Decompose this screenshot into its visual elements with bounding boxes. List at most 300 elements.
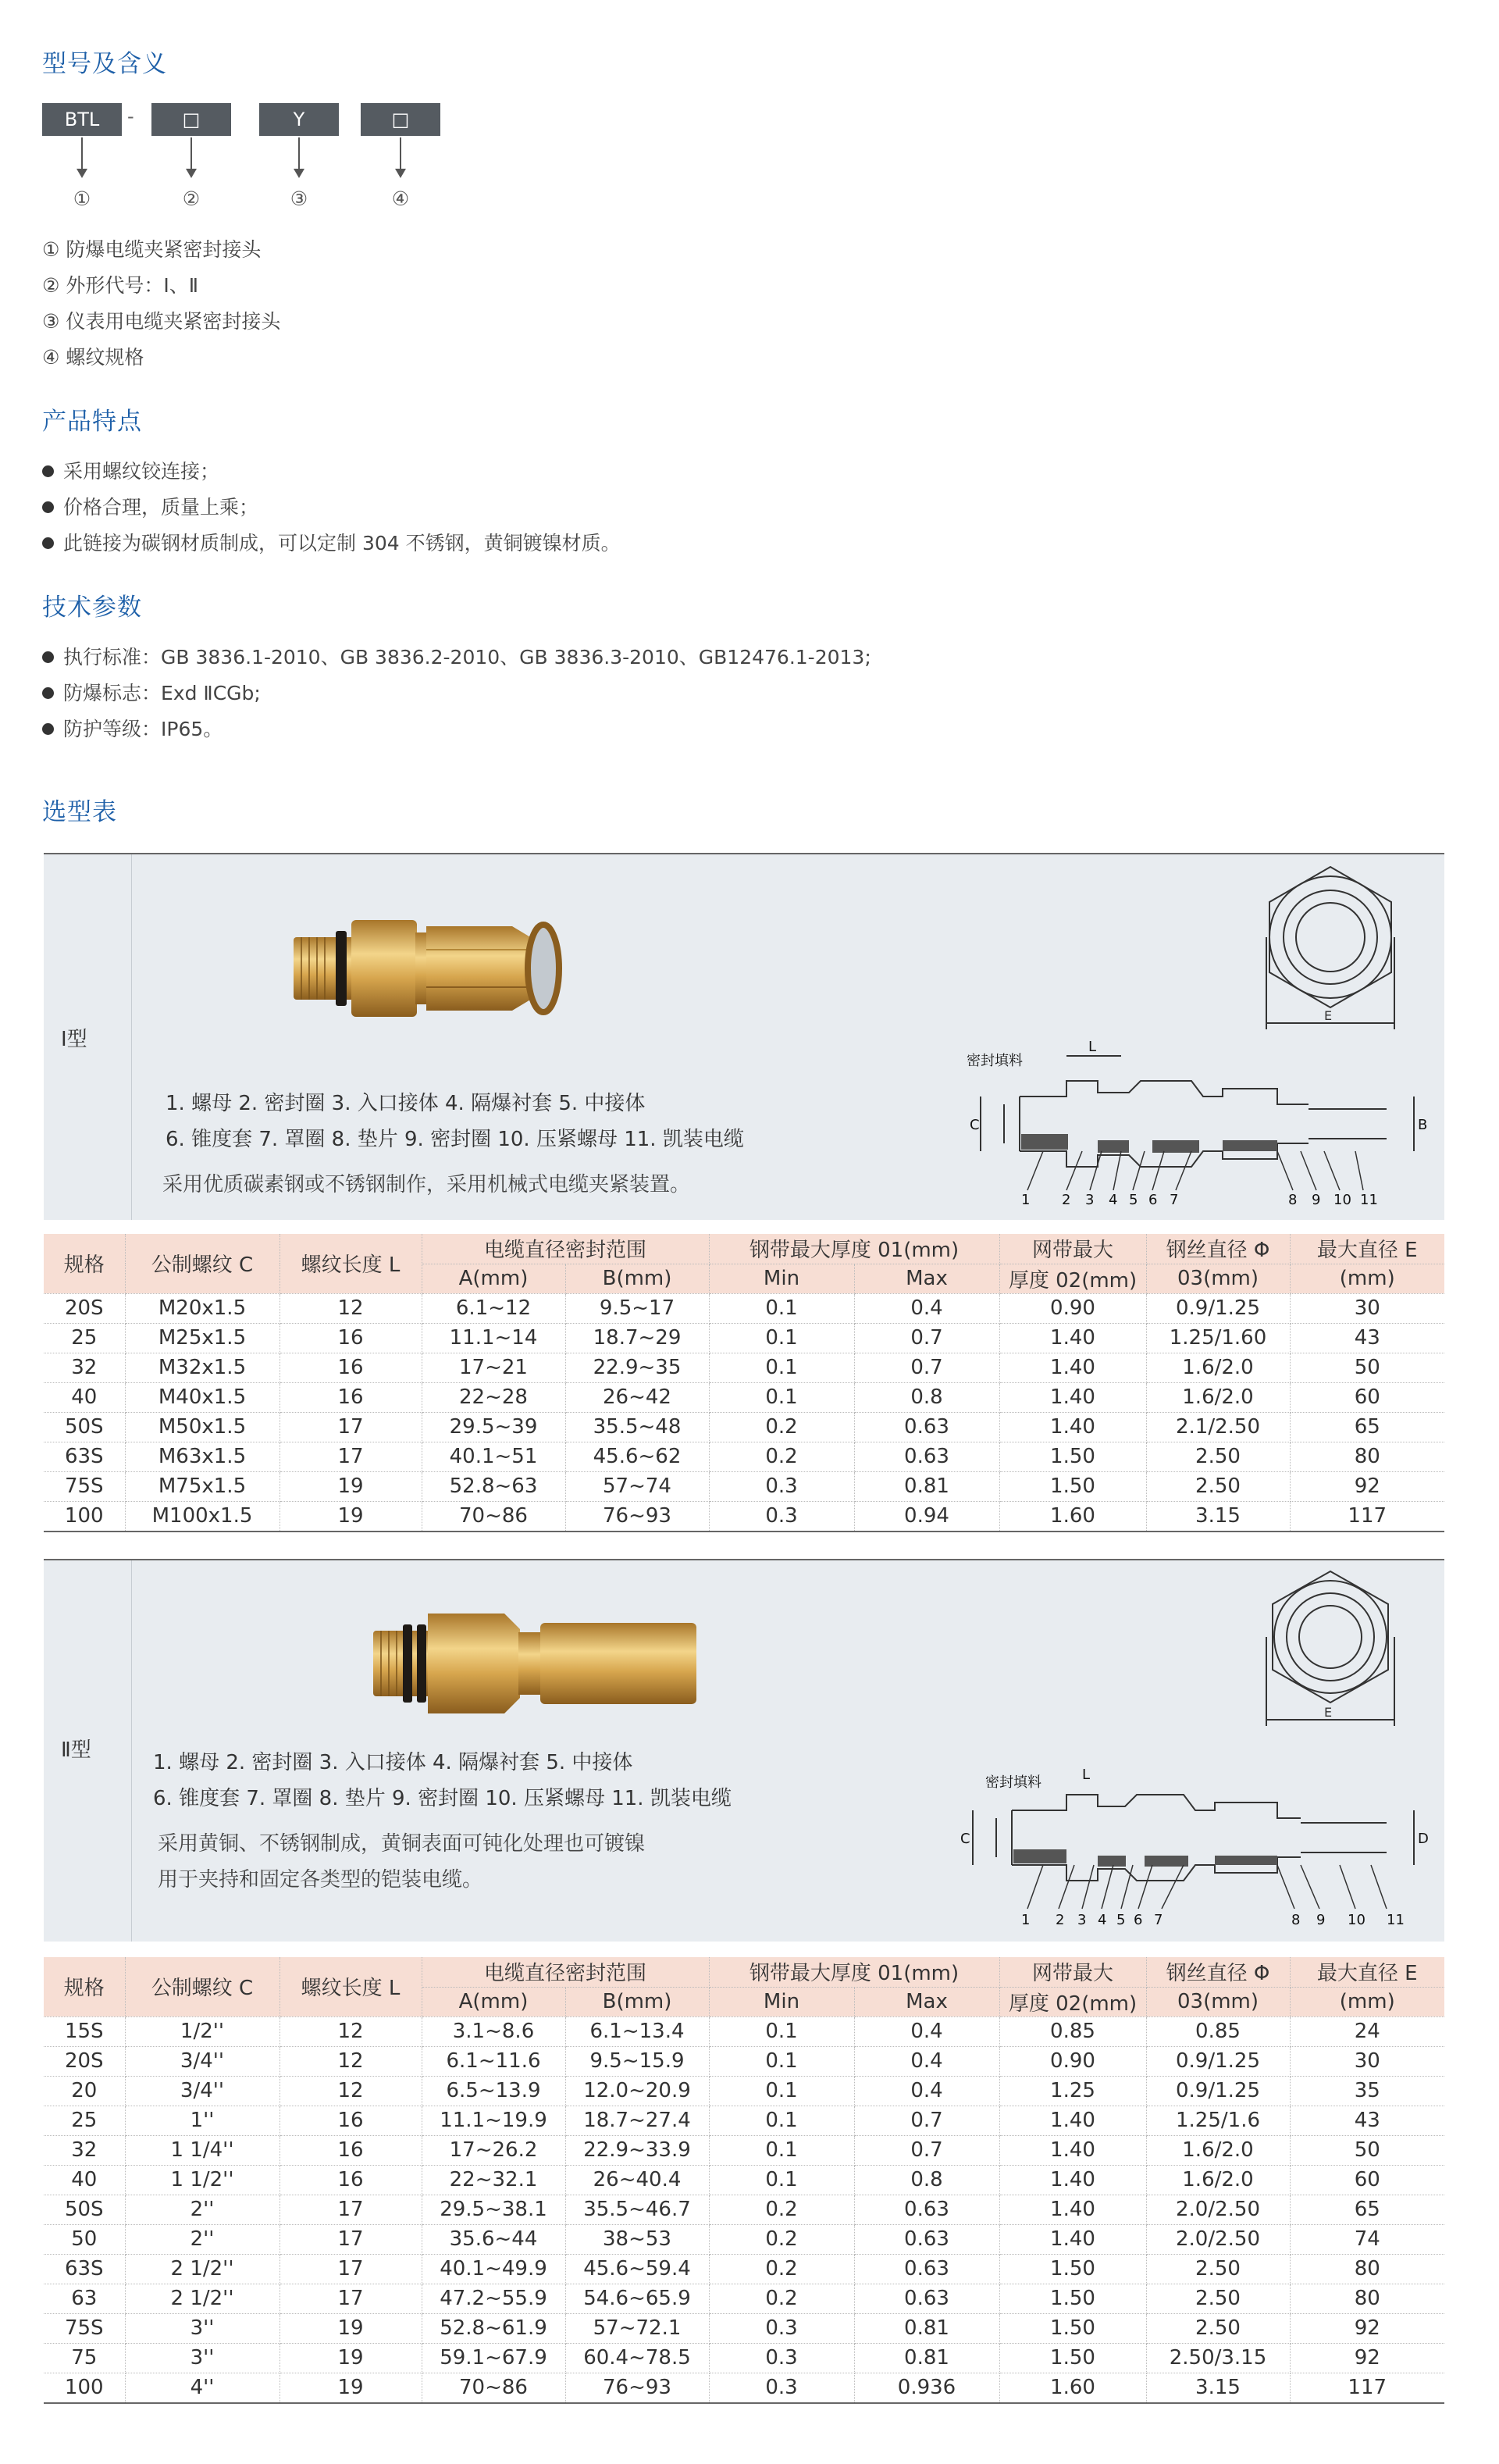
down-arrow-icon [298, 137, 300, 177]
col-header-wire-unit: 03(mm) [1146, 1987, 1290, 2016]
cell-thread: 1 1/2'' [125, 2165, 280, 2195]
cell-wire: 1.6/2.0 [1146, 2165, 1290, 2195]
cell-a: 11.1~19.9 [422, 2106, 565, 2135]
type2-panel [44, 1559, 1444, 1942]
table-row [44, 1501, 1444, 1532]
cell-thread: M20x1.5 [125, 1293, 280, 1323]
feature-item [42, 528, 621, 556]
cell-min: 0.1 [709, 1323, 854, 1353]
col-header-max-diameter-unit: (mm) [1290, 1264, 1444, 1293]
section-title-features: 产品特点 [42, 408, 142, 436]
type2-description-line1: 采用黄铜、不锈钢制成，黄铜表面可钝化处理也可镀镍 [158, 1832, 646, 1856]
col-header-mesh-unit: 厚度 02(mm) [999, 1987, 1146, 2016]
type1-description: 采用优质碳素钢或不锈钢制作，采用机械式电缆夹紧装置。 [162, 1173, 691, 1196]
cell-a: 22~32.1 [422, 2165, 565, 2195]
cell-spec: 15S [44, 2016, 125, 2046]
table-row [44, 1412, 1444, 1442]
cell-mesh: 1.50 [999, 2254, 1146, 2284]
cell-mesh: 1.50 [999, 1442, 1146, 1471]
cell-length: 19 [280, 1471, 422, 1501]
cell-max: 0.8 [854, 1382, 999, 1412]
table-row [44, 2106, 1444, 2135]
cell-a: 29.5~38.1 [422, 2195, 565, 2224]
cell-length: 17 [280, 2224, 422, 2254]
cell-wire: 1.6/2.0 [1146, 2135, 1290, 2165]
cell-b: 57~72.1 [565, 2313, 709, 2343]
cell-min: 0.3 [709, 2313, 854, 2343]
cell-min: 0.2 [709, 1412, 854, 1442]
col-header-mesh-unit: 厚度 02(mm) [999, 1264, 1146, 1293]
down-arrow-icon [400, 137, 401, 177]
cell-max: 0.4 [854, 2016, 999, 2046]
cell-min: 0.3 [709, 2373, 854, 2403]
code-box-y: Y [259, 103, 339, 136]
cell-thread: 1 1/4'' [125, 2135, 280, 2165]
type1-parts-line1: 1. 螺母 2. 密封圈 3. 入口接体 4. 隔爆衬套 5. 中接体 [166, 1092, 646, 1115]
cell-min: 0.2 [709, 2195, 854, 2224]
cell-max: 0.7 [854, 2135, 999, 2165]
panel-divider [131, 1560, 132, 1942]
table-row [44, 2313, 1444, 2343]
callout-number: 7 [1154, 1912, 1163, 1928]
cell-spec: 63S [44, 2254, 125, 2284]
callout-number: 5 [1129, 1192, 1138, 1208]
cell-spec: 25 [44, 2106, 125, 2135]
cell-max: 0.81 [854, 2313, 999, 2343]
cell-wire: 2.50 [1146, 2313, 1290, 2343]
tech-item [42, 678, 261, 706]
col-header-mesh: 网带最大 [999, 1234, 1146, 1264]
cell-a: 59.1~67.9 [422, 2343, 565, 2373]
cell-mesh: 1.40 [999, 1382, 1146, 1412]
col-header-thread: 公制螺纹 C [125, 1234, 280, 1293]
callout-number: 9 [1312, 1192, 1321, 1208]
table-row [44, 2195, 1444, 2224]
cell-length: 17 [280, 2195, 422, 2224]
cell-min: 0.3 [709, 2343, 854, 2373]
table-row [44, 2165, 1444, 2195]
cell-a: 52.8~61.9 [422, 2313, 565, 2343]
cell-maxd: 60 [1290, 1382, 1444, 1412]
table-row [44, 2254, 1444, 2284]
type1-section-drawing [965, 1034, 1433, 1214]
cell-wire: 1.6/2.0 [1146, 1353, 1290, 1382]
cell-thread: M100x1.5 [125, 1501, 280, 1532]
cell-thread: M75x1.5 [125, 1471, 280, 1501]
cell-b: 12.0~20.9 [565, 2076, 709, 2106]
code-number: ① [73, 187, 91, 210]
col-header-a: A(mm) [422, 1264, 565, 1293]
cell-min: 0.2 [709, 1442, 854, 1471]
type-label: Ⅰ型 [61, 1028, 87, 1051]
cell-b: 76~93 [565, 1501, 709, 1532]
dim-letter-e: E [1324, 1008, 1333, 1023]
cell-wire: 0.85 [1146, 2016, 1290, 2046]
code-number: ③ [290, 187, 308, 210]
cell-spec: 75S [44, 1471, 125, 1501]
col-header-max-diameter: 最大直径 E [1290, 1957, 1444, 1987]
cell-maxd: 80 [1290, 2254, 1444, 2284]
dim-letter-c: C [970, 1117, 980, 1133]
cell-a: 35.6~44 [422, 2224, 565, 2254]
cell-a: 6.1~11.6 [422, 2046, 565, 2076]
cell-mesh: 1.40 [999, 1353, 1146, 1382]
col-header-max-diameter: 最大直径 E [1290, 1234, 1444, 1264]
sealant-label: 密封填料 [967, 1053, 1023, 1069]
cell-min: 0.1 [709, 2016, 854, 2046]
cell-max: 0.63 [854, 2224, 999, 2254]
col-header-max: Max [854, 1987, 999, 2016]
cell-wire: 1.25/1.60 [1146, 1323, 1290, 1353]
cell-maxd: 24 [1290, 2016, 1444, 2046]
code-dash: - [127, 105, 134, 127]
type1-front-view-drawing [1252, 859, 1408, 1039]
down-arrow-icon [190, 137, 192, 177]
cell-maxd: 92 [1290, 1471, 1444, 1501]
bullet-icon [42, 537, 54, 549]
cell-wire: 2.1/2.50 [1146, 1412, 1290, 1442]
callout-number: 2 [1056, 1912, 1065, 1928]
cell-max: 0.63 [854, 2254, 999, 2284]
cell-min: 0.1 [709, 2076, 854, 2106]
cell-mesh: 0.90 [999, 1293, 1146, 1323]
cell-mesh: 1.40 [999, 2106, 1146, 2135]
cell-length: 12 [280, 1293, 422, 1323]
cell-length: 17 [280, 2254, 422, 2284]
callout-number: 11 [1360, 1192, 1378, 1208]
cell-wire: 2.50 [1146, 1442, 1290, 1471]
tech-item [42, 642, 871, 670]
table-row [44, 2135, 1444, 2165]
bullet-icon [42, 687, 54, 699]
callout-number: 2 [1062, 1192, 1071, 1208]
col-header-min: Min [709, 1987, 854, 2016]
callout-number: 1 [1021, 1192, 1031, 1208]
type2-parts-line1: 1. 螺母 2. 密封圈 3. 入口接体 4. 隔爆衬套 5. 中接体 [153, 1751, 633, 1774]
cell-max: 0.4 [854, 1293, 999, 1323]
feature-text: 此链接为碳钢材质制成，可以定制 304 不锈钢，黄铜镀镍材质。 [63, 532, 621, 554]
cell-wire: 0.9/1.25 [1146, 2076, 1290, 2106]
cell-thread: 1'' [125, 2106, 280, 2135]
cell-b: 45.6~62 [565, 1442, 709, 1471]
cell-spec: 50S [44, 2195, 125, 2224]
cell-spec: 32 [44, 2135, 125, 2165]
cell-spec: 100 [44, 2373, 125, 2403]
type1-parts-line2: 6. 锥度套 7. 罩圈 8. 垫片 9. 密封圈 10. 压紧螺母 11. 凯装电缆 [166, 1128, 744, 1151]
cell-mesh: 1.40 [999, 2165, 1146, 2195]
cell-b: 35.5~48 [565, 1412, 709, 1442]
cell-maxd: 60 [1290, 2165, 1444, 2195]
model-meaning-item: ③ 仪表用电缆夹紧密封接头 [42, 310, 281, 333]
callout-number: 8 [1291, 1912, 1301, 1928]
table-row [44, 2224, 1444, 2254]
cell-wire: 3.15 [1146, 2373, 1290, 2403]
cell-min: 0.1 [709, 2165, 854, 2195]
table-row [44, 2076, 1444, 2106]
type2-spec-table [44, 1957, 1444, 2404]
cell-thread: 1/2'' [125, 2016, 280, 2046]
col-header-cable-range: 电缆直径密封范围 [422, 1234, 709, 1264]
cell-max: 0.4 [854, 2046, 999, 2076]
cell-min: 0.3 [709, 1471, 854, 1501]
cell-spec: 20S [44, 1293, 125, 1323]
cell-wire: 2.50/3.15 [1146, 2343, 1290, 2373]
table-row [44, 1442, 1444, 1471]
col-header-max: Max [854, 1264, 999, 1293]
cell-wire: 1.6/2.0 [1146, 1382, 1290, 1412]
table-row [44, 2016, 1444, 2046]
cell-a: 40.1~51 [422, 1442, 565, 1471]
cell-spec: 50S [44, 1412, 125, 1442]
cell-mesh: 1.40 [999, 2224, 1146, 2254]
cell-thread: M25x1.5 [125, 1323, 280, 1353]
col-header-length: 螺纹长度 L [280, 1234, 422, 1293]
cell-min: 0.2 [709, 2254, 854, 2284]
cell-maxd: 43 [1290, 2106, 1444, 2135]
cell-max: 0.4 [854, 2076, 999, 2106]
cell-min: 0.3 [709, 1501, 854, 1532]
cell-maxd: 43 [1290, 1323, 1444, 1353]
callout-number: 7 [1170, 1192, 1179, 1208]
down-arrow-icon [81, 137, 83, 177]
cell-b: 22.9~35 [565, 1353, 709, 1382]
type2-description-line2: 用于夹持和固定各类型的铠装电缆。 [158, 1868, 483, 1892]
cell-min: 0.1 [709, 1293, 854, 1323]
cell-b: 18.7~29 [565, 1323, 709, 1353]
cell-mesh: 1.60 [999, 2373, 1146, 2403]
cell-a: 3.1~8.6 [422, 2016, 565, 2046]
cell-thread: 3'' [125, 2313, 280, 2343]
bullet-icon [42, 465, 54, 477]
cell-max: 0.936 [854, 2373, 999, 2403]
model-meaning-item: ② 外形代号：Ⅰ、Ⅱ [42, 274, 199, 297]
feature-item [42, 456, 219, 484]
cell-wire: 2.0/2.50 [1146, 2224, 1290, 2254]
cell-mesh: 1.40 [999, 1323, 1146, 1353]
type1-product-photo [278, 906, 606, 1031]
col-header-b: B(mm) [565, 1987, 709, 2016]
cell-b: 9.5~15.9 [565, 2046, 709, 2076]
callout-number: 6 [1148, 1192, 1158, 1208]
bullet-icon [42, 501, 54, 513]
callout-number: 5 [1116, 1912, 1126, 1928]
col-header-spec: 规格 [44, 1234, 125, 1293]
cell-wire: 3.15 [1146, 1501, 1290, 1532]
cell-b: 9.5~17 [565, 1293, 709, 1323]
cell-b: 22.9~33.9 [565, 2135, 709, 2165]
cell-maxd: 117 [1290, 1501, 1444, 1532]
cell-max: 0.63 [854, 2284, 999, 2313]
cell-spec: 63 [44, 2284, 125, 2313]
cell-spec: 75 [44, 2343, 125, 2373]
cell-b: 26~40.4 [565, 2165, 709, 2195]
cell-thread: 2 1/2'' [125, 2254, 280, 2284]
dim-letter-e: E [1324, 1705, 1333, 1720]
model-meaning-item: ① 防爆电缆夹紧密封接头 [42, 238, 262, 261]
cell-a: 70~86 [422, 2373, 565, 2403]
cell-max: 0.81 [854, 2343, 999, 2373]
cell-thread: 2 1/2'' [125, 2284, 280, 2313]
cell-mesh: 1.50 [999, 1471, 1146, 1501]
type1-spec-table [44, 1234, 1444, 1532]
cell-thread: M63x1.5 [125, 1442, 280, 1471]
cell-b: 26~42 [565, 1382, 709, 1412]
cell-thread: 4'' [125, 2373, 280, 2403]
col-header-cable-range: 电缆直径密封范围 [422, 1957, 709, 1987]
cell-spec: 50 [44, 2224, 125, 2254]
section-title-tech: 技术参数 [42, 594, 142, 622]
type2-product-photo [325, 1607, 715, 1724]
type2-section-drawing [934, 1763, 1433, 1935]
code-box-shape: □ [151, 103, 231, 136]
cell-min: 0.2 [709, 2224, 854, 2254]
cell-spec: 20S [44, 2046, 125, 2076]
cell-min: 0.1 [709, 2106, 854, 2135]
col-header-wire-unit: 03(mm) [1146, 1264, 1290, 1293]
cell-length: 16 [280, 2106, 422, 2135]
cell-maxd: 117 [1290, 2373, 1444, 2403]
table-row [44, 1353, 1444, 1382]
cell-thread: 3/4'' [125, 2076, 280, 2106]
cell-mesh: 1.50 [999, 2284, 1146, 2313]
feature-text: 采用螺纹铰连接； [63, 460, 220, 483]
cell-mesh: 1.25 [999, 2076, 1146, 2106]
cell-thread: M40x1.5 [125, 1382, 280, 1412]
cell-wire: 2.50 [1146, 1471, 1290, 1501]
cell-spec: 40 [44, 1382, 125, 1412]
cell-b: 45.6~59.4 [565, 2254, 709, 2284]
bullet-icon [42, 723, 54, 735]
col-header-length: 螺纹长度 L [280, 1957, 422, 2016]
section-title-selection: 选型表 [42, 798, 117, 826]
cell-maxd: 30 [1290, 1293, 1444, 1323]
cell-max: 0.7 [854, 1323, 999, 1353]
cell-min: 0.2 [709, 2284, 854, 2313]
type1-panel [44, 853, 1444, 1220]
bullet-icon [42, 651, 54, 663]
table-row [44, 1293, 1444, 1323]
tech-text: 执行标准：GB 3836.1-2010、GB 3836.2-2010、GB 3836.3-2010、GB12476.1-2013; [63, 646, 871, 669]
col-header-thread: 公制螺纹 C [125, 1957, 280, 2016]
cell-length: 17 [280, 2284, 422, 2313]
cell-maxd: 80 [1290, 1442, 1444, 1471]
type2-front-view-drawing [1252, 1565, 1408, 1733]
cell-b: 76~93 [565, 2373, 709, 2403]
cell-wire: 0.9/1.25 [1146, 1293, 1290, 1323]
callout-number: 3 [1085, 1192, 1095, 1208]
col-header-a: A(mm) [422, 1987, 565, 2016]
cell-spec: 100 [44, 1501, 125, 1532]
cell-max: 0.8 [854, 2165, 999, 2195]
cell-maxd: 80 [1290, 2284, 1444, 2313]
cell-b: 18.7~27.4 [565, 2106, 709, 2135]
cell-mesh: 1.40 [999, 2195, 1146, 2224]
callout-number: 10 [1348, 1912, 1365, 1928]
cell-mesh: 0.90 [999, 2046, 1146, 2076]
dim-letter-d: D [1418, 1831, 1429, 1847]
col-header-steel-band: 钢带最大厚度 01(mm) [709, 1957, 999, 1987]
sealant-label: 密封填料 [985, 1774, 1041, 1791]
cell-length: 19 [280, 2373, 422, 2403]
cell-min: 0.1 [709, 1382, 854, 1412]
cell-a: 70~86 [422, 1501, 565, 1532]
cell-spec: 32 [44, 1353, 125, 1382]
cell-b: 60.4~78.5 [565, 2343, 709, 2373]
cell-length: 12 [280, 2046, 422, 2076]
cell-a: 17~21 [422, 1353, 565, 1382]
cell-maxd: 50 [1290, 2135, 1444, 2165]
cell-maxd: 65 [1290, 1412, 1444, 1442]
callout-number: 1 [1021, 1912, 1031, 1928]
cell-min: 0.1 [709, 2135, 854, 2165]
cell-wire: 0.9/1.25 [1146, 2046, 1290, 2076]
cell-maxd: 35 [1290, 2076, 1444, 2106]
cell-thread: 3'' [125, 2343, 280, 2373]
cell-length: 19 [280, 2343, 422, 2373]
feature-item [42, 492, 258, 520]
feature-text: 价格合理，质量上乘； [63, 496, 259, 519]
cell-mesh: 1.60 [999, 1501, 1146, 1532]
code-box-btl: BTL [42, 103, 122, 136]
callout-number: 6 [1134, 1912, 1143, 1928]
cell-a: 11.1~14 [422, 1323, 565, 1353]
cell-a: 47.2~55.9 [422, 2284, 565, 2313]
table-row [44, 1323, 1444, 1353]
cell-mesh: 1.50 [999, 2343, 1146, 2373]
cell-maxd: 65 [1290, 2195, 1444, 2224]
cell-max: 0.81 [854, 1471, 999, 1501]
cell-wire: 1.25/1.6 [1146, 2106, 1290, 2135]
cell-b: 54.6~65.9 [565, 2284, 709, 2313]
col-header-wire: 钢丝直径 Φ [1146, 1234, 1290, 1264]
callout-number: 9 [1316, 1912, 1326, 1928]
table-row [44, 1382, 1444, 1412]
col-header-min: Min [709, 1264, 854, 1293]
cell-thread: M50x1.5 [125, 1412, 280, 1442]
cell-b: 6.1~13.4 [565, 2016, 709, 2046]
dim-letter-b: B [1418, 1117, 1428, 1133]
cell-a: 6.1~12 [422, 1293, 565, 1323]
dim-letter-c: C [960, 1831, 970, 1847]
code-number: ④ [391, 187, 410, 210]
model-meaning-item: ④ 螺纹规格 [42, 346, 144, 369]
cell-min: 0.1 [709, 2046, 854, 2076]
cell-spec: 40 [44, 2165, 125, 2195]
dim-letter-l: L [1082, 1767, 1091, 1783]
cell-mesh: 1.40 [999, 1412, 1146, 1442]
cell-length: 17 [280, 1412, 422, 1442]
cell-spec: 63S [44, 1442, 125, 1471]
cell-mesh: 1.50 [999, 2313, 1146, 2343]
tech-item [42, 714, 223, 742]
cell-max: 0.94 [854, 1501, 999, 1532]
callout-number: 4 [1109, 1192, 1118, 1208]
cell-length: 16 [280, 1353, 422, 1382]
callout-number: 11 [1387, 1912, 1405, 1928]
col-header-steel-band: 钢带最大厚度 01(mm) [709, 1234, 999, 1264]
col-header-wire: 钢丝直径 Φ [1146, 1957, 1290, 1987]
cell-wire: 2.50 [1146, 2254, 1290, 2284]
cell-min: 0.1 [709, 1353, 854, 1382]
cell-a: 29.5~39 [422, 1412, 565, 1442]
cell-b: 57~74 [565, 1471, 709, 1501]
cell-thread: 2'' [125, 2224, 280, 2254]
cell-thread: 3/4'' [125, 2046, 280, 2076]
cell-max: 0.63 [854, 2195, 999, 2224]
section-title-model: 型号及含义 [42, 50, 167, 78]
col-header-b: B(mm) [565, 1264, 709, 1293]
cell-thread: 2'' [125, 2195, 280, 2224]
